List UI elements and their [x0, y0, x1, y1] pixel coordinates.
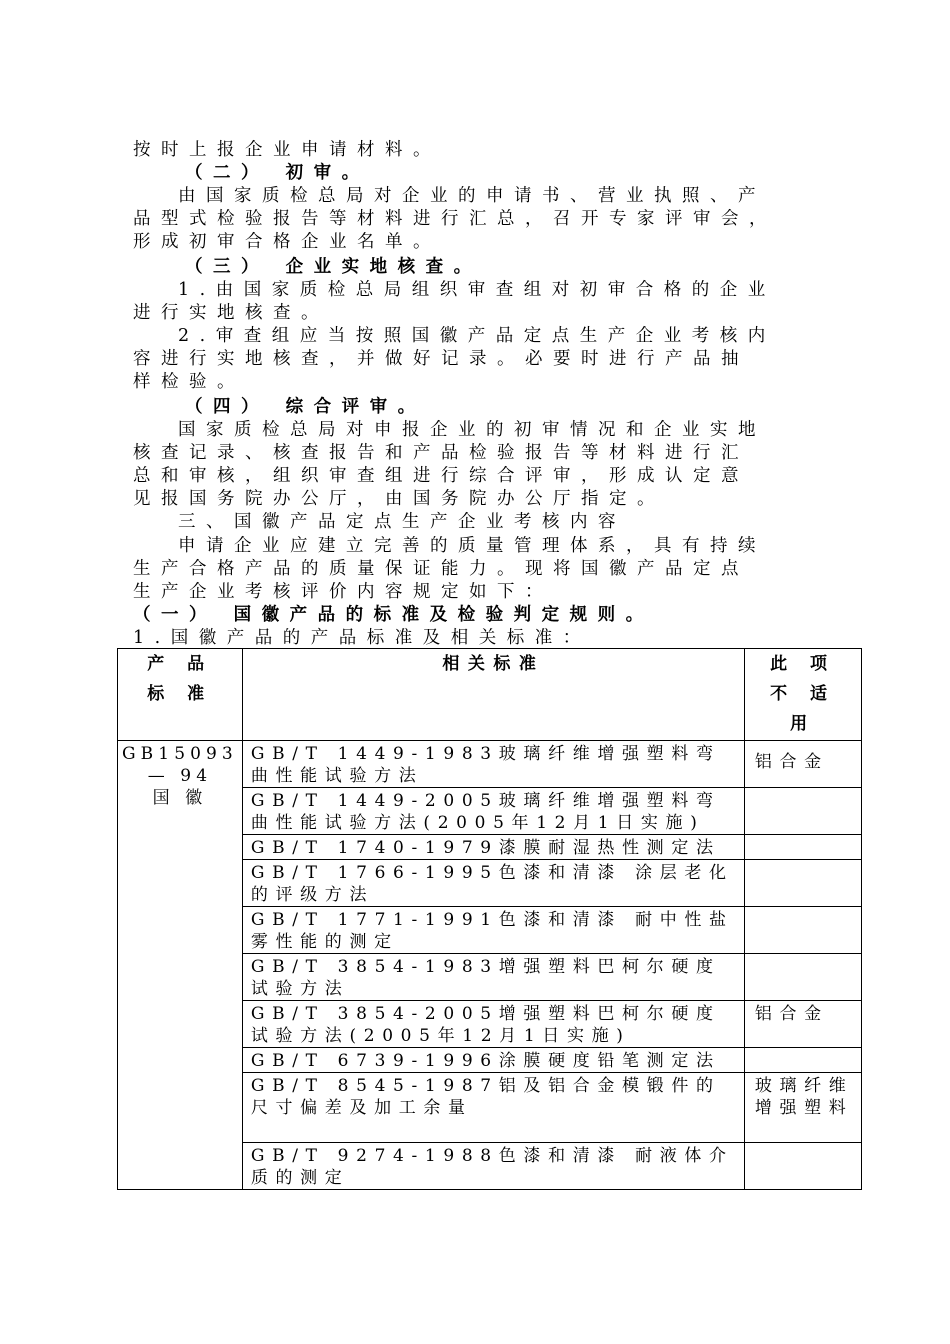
- table-header-row: [118, 649, 862, 741]
- paragraph-line: 进行实地核查。: [133, 303, 329, 323]
- paragraph-line: 容进行实地核查，并做好记录。必要时进行产品抽: [133, 349, 749, 369]
- standard-cell: GB/T 6739-1996涂膜硬度铅笔测定法: [242, 1048, 744, 1073]
- header-product-standard: 产 品 标 准: [118, 649, 243, 741]
- not-applicable-cell: [744, 954, 861, 1001]
- header-not-applicable: 此 项 不 适 用: [744, 649, 861, 741]
- standard-cell: GB/T 9274-1988色漆和清漆 耐液体介质的测定: [242, 1143, 744, 1190]
- standard-cell: GB/T 3854-1983增强塑料巴柯尔硬度试验方法: [242, 954, 744, 1001]
- paragraph-line: 总和审核，组织审查组进行综合评审，形成认定意: [133, 466, 749, 486]
- header-related-standards: 相关标准: [242, 649, 744, 741]
- paragraph-line: 按时上报企业申请材料。: [133, 140, 441, 160]
- not-applicable-cell: [744, 907, 861, 954]
- paragraph-line: 生产合格产品的质量保证能力。现将国徽产品定点: [133, 559, 749, 579]
- standard-cell: GB/T 1766-1995色漆和清漆 涂层老化的评级方法: [242, 860, 744, 907]
- paragraph-line: 国家质检总局对申报企业的初审情况和企业实地: [178, 420, 766, 440]
- standard-cell: GB/T 1449-2005玻璃纤维增强塑料弯曲性能试验方法(2005年12月1日实施): [242, 788, 744, 835]
- not-applicable-cell: [744, 1143, 861, 1190]
- section-heading: 三、国徽产品定点生产企业考核内容: [178, 512, 626, 532]
- not-applicable-cell: [744, 835, 861, 860]
- not-applicable-cell: 铝合金: [744, 741, 861, 788]
- table-row: [118, 741, 862, 788]
- paragraph-line: 品型式检验报告等材料进行汇总，召开专家评审会，: [133, 209, 777, 229]
- section-heading: （四） 综合评审。: [185, 397, 426, 417]
- not-applicable-cell: [744, 860, 861, 907]
- section-heading: （二） 初审。: [185, 163, 370, 183]
- paragraph-line: 样检验。: [133, 372, 245, 392]
- paragraph-line: 核查记录、核查报告和产品检验报告等材料进行汇: [133, 443, 749, 463]
- standard-cell: GB/T 1771-1991色漆和清漆 耐中性盐雾性能的测定: [242, 907, 744, 954]
- not-applicable-cell: 玻璃纤维增强塑料: [744, 1073, 861, 1143]
- not-applicable-cell: 铝合金: [744, 1001, 861, 1048]
- standards-table: [117, 648, 862, 1190]
- not-applicable-cell: [744, 1048, 861, 1073]
- paragraph-line: 1.国徽产品的产品标准及相关标准：: [133, 628, 591, 648]
- standard-cell: GB/T 8545-1987铝及铝合金模锻件的尺寸偏差及加工余量: [242, 1073, 744, 1143]
- paragraph-line: 申请企业应建立完善的质量管理体系，具有持续: [178, 536, 766, 556]
- paragraph-line: 形成初审合格企业名单。: [133, 232, 441, 252]
- not-applicable-cell: [744, 788, 861, 835]
- paragraph-line: 由国家质检总局对企业的申请书、营业执照、产: [178, 186, 766, 206]
- standard-cell: GB/T 1449-1983玻璃纤维增强塑料弯曲性能试验方法: [242, 741, 744, 788]
- standard-cell: GB/T 3854-2005增强塑料巴柯尔硬度试验方法(2005年12月1日实施): [242, 1001, 744, 1048]
- paragraph-line: 1.由国家质检总局组织审查组对初审合格的企业: [178, 280, 776, 300]
- paragraph-line: 生产企业考核评价内容规定如下：: [133, 582, 553, 602]
- section-heading: （三） 企业实地核查。: [185, 257, 482, 277]
- product-standard-cell: GB15093 — 94 国 徽: [118, 741, 243, 1190]
- paragraph-line: 2.审查组应当按照国徽产品定点生产企业考核内: [178, 326, 776, 346]
- section-heading: （一） 国徽产品的标准及检验判定规则。: [133, 605, 654, 625]
- standard-cell: GB/T 1740-1979漆膜耐湿热性测定法: [242, 835, 744, 860]
- paragraph-line: 见报国务院办公厅，由国务院办公厅指定。: [133, 489, 665, 509]
